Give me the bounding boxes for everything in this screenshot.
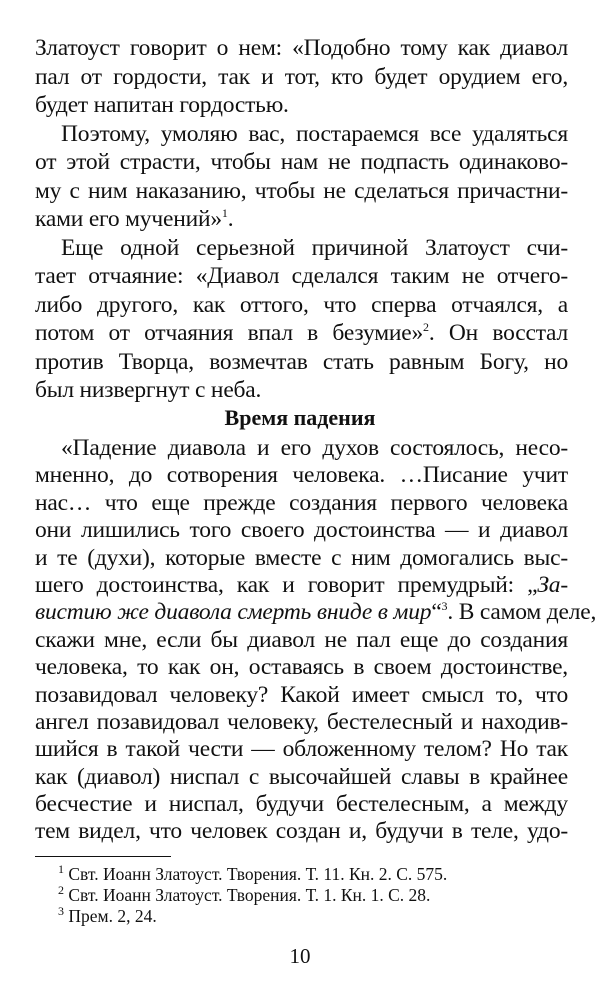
footnotes	[58, 864, 447, 927]
text-line: позавидовал человеку? Какой имеет смысл то, что	[35, 681, 568, 708]
text: ками его мучений»	[35, 206, 222, 232]
footnote-ref[interactable]: 2	[423, 320, 429, 335]
text-line	[35, 205, 568, 234]
body-section-1	[35, 34, 568, 405]
footnote-number: 3	[58, 904, 64, 919]
text: потом от отчаяния впал в безумие»	[35, 320, 424, 346]
text-line: против Творца, возмечтав стать равным Богу, но	[35, 348, 568, 375]
text-line: будет напитан гордостью.	[35, 92, 289, 118]
text-line: Поэтому, умоляю вас, постараемся все удаляться	[61, 120, 568, 147]
text-line: либо другого, как оттого, что сперва отчаялся, а	[35, 291, 568, 318]
text-line: шийся в такой чести — обложенному телом? Но так	[35, 736, 568, 763]
footnote-number: 2	[58, 883, 64, 898]
body-section-2	[35, 435, 597, 846]
footnote-text: Свт. Иоанн Златоуст. Творения. Т. 11. Кн. 2. С. 575.	[68, 864, 448, 884]
text-line: бесчестие и ниспал, будучи бестелесным, а между	[35, 791, 568, 818]
text-line: пал от гордости, так и тот, кто будет орудием его,	[35, 63, 568, 90]
text-line: мненно, до сотворения человека. …Писание учит	[35, 462, 568, 489]
text: шего достоинства, как и говорит премудрый: „	[35, 571, 538, 598]
page-number: 10	[289, 944, 311, 968]
footnote-divider	[35, 856, 171, 857]
footnote-text: Свт. Иоанн Златоуст. Творения. Т. 1. Кн. 1. С. 28.	[68, 885, 431, 905]
text-line: тем видел, что человек создан и, будучи в теле, удо-	[35, 818, 568, 845]
text-line: скажи мне, если бы диавол не пал еще до создания	[35, 626, 568, 653]
text-line: от этой страсти, чтобы нам не подпасть одинаково-	[35, 149, 568, 175]
text-line: ангел позавидовал человеку, бестелесный и находив-	[35, 708, 568, 735]
text-line: Еще одной серьезной причиной Златоуст счи-	[61, 234, 568, 261]
footnote-text: Прем. 2, 24.	[68, 906, 157, 926]
section-heading: Время падения	[224, 405, 376, 430]
text-line: тает отчаяние: «Диавол сделался таким не отчего-	[35, 263, 568, 289]
footnote-ref[interactable]: 1	[221, 206, 228, 221]
footnote	[58, 864, 447, 885]
italic-quote: За-	[537, 571, 568, 598]
text: .	[227, 206, 234, 232]
italic-quote: вистию же диавола смерть вниде в мир	[35, 599, 432, 626]
text: “	[431, 599, 442, 626]
text-line: человека, то как он, оставаясь в своем достоинстве,	[35, 654, 568, 681]
text-line: был низвергнут с неба.	[35, 377, 262, 403]
text-line: му с ним наказанию, чтобы не сделаться причастни-	[35, 177, 568, 204]
footnote	[58, 906, 447, 927]
footnote-ref[interactable]: 3	[441, 599, 448, 614]
text-line: они лишились того своего достоинства — и диавол	[35, 517, 568, 544]
text: . В самом деле,	[447, 599, 597, 626]
text-line	[35, 599, 597, 626]
text-line	[35, 572, 568, 599]
text-line: Златоуст говорит о нем: «Подобно тому как диавол	[35, 35, 568, 61]
footnote	[58, 885, 447, 906]
text-line: как (диавол) ниспал с высочайшей славы в крайнее	[35, 763, 568, 790]
text-line: «Падение диавола и его духов состоялось, несо-	[61, 435, 568, 461]
footnote-number: 1	[58, 862, 64, 877]
text-line	[35, 319, 568, 348]
text-line: нас… что еще прежде создания первого человека	[35, 489, 568, 516]
text-line: и те (духи), которые вместе с ним домогались выс-	[35, 544, 568, 571]
text: . Он восстал	[428, 320, 569, 346]
